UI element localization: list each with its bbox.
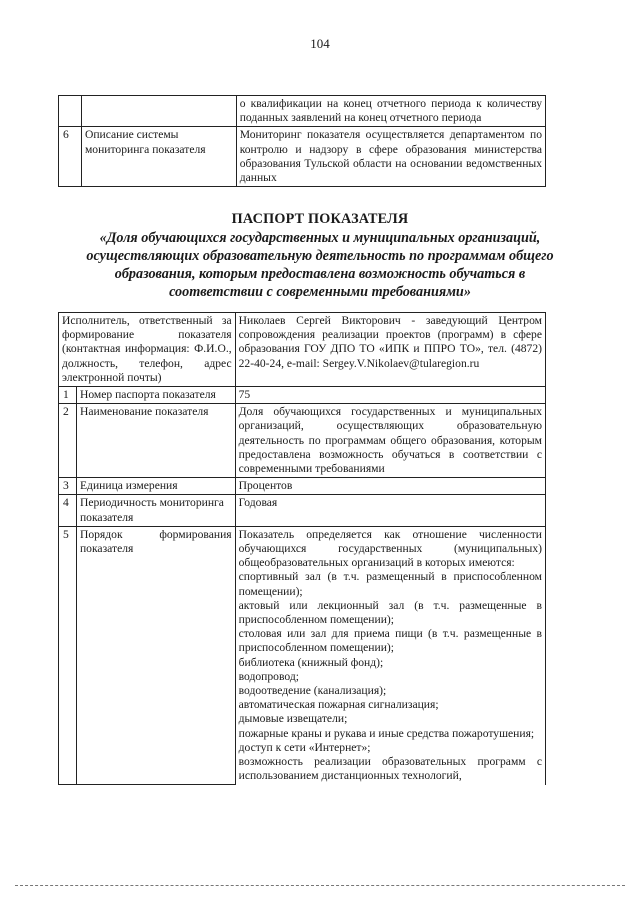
subtitle-line: соответствии с современными требованиями» — [169, 284, 471, 300]
row-value: о квалификации на конец отчетного периода к количеству поданных заявлений на конец отчетного периода — [236, 96, 545, 127]
passport-subtitle — [40, 229, 600, 301]
row-value: Процентов — [235, 478, 545, 495]
row-label: Наименование показателя — [76, 404, 235, 478]
formation-line: доступ к сети «Интернет»; — [238, 740, 371, 754]
passport-table — [58, 312, 546, 785]
row-label: Периодичность мониторинга показателя — [76, 495, 235, 526]
row-label: Единица измерения — [76, 478, 235, 495]
subtitle-line: образования, которым предоставлена возможность обучаться в — [114, 266, 526, 282]
row-label — [81, 96, 236, 127]
executor-label: Исполнитель, ответственный за формирование показателя (контактная информация: Ф.И.О., должность, телефон, адрес электронной почты) — [59, 313, 236, 387]
executor-value: Николаев Сергей Викторович - заведующий Центром сопровождения реализации проектов (программ) в сфере образования ГОУ ДПО ТО «ИПК и ППРО ТО», тел. (4872) 22-40-24, e-mail: Sergey.V.Nikolaev@tularegion.ru — [235, 313, 545, 387]
table-row — [59, 387, 546, 404]
passport-title-block — [40, 210, 600, 301]
row-value: Мониторинг показателя осуществляется департаментом по контролю и надзору в сфере образования министерства образования Тульской области на основании ведомственных данных — [236, 127, 545, 187]
row-number: 5 — [59, 526, 77, 784]
row-number: 3 — [59, 478, 77, 495]
table-row — [59, 313, 546, 387]
row-value: Доля обучающихся государственных и муниципальных организаций, осуществляющих образовательную деятельность по программам общего образования, которым предоставлена возможность обучаться в соответствии с современными требованиями — [235, 404, 545, 478]
row-number: 2 — [59, 404, 77, 478]
formation-line: актовый или лекционный зал (в т.ч. размещенные в приспособленном помещении); — [238, 598, 542, 627]
table-row — [59, 404, 546, 478]
table-row — [59, 127, 546, 187]
formation-line: водоотведение (канализация); — [238, 684, 387, 698]
row-number: 1 — [59, 387, 77, 404]
formation-line: дымовые извещатели; — [238, 712, 348, 726]
row-value: Годовая — [235, 495, 545, 526]
row-label: Описание системы мониторинга показателя — [81, 127, 236, 187]
subtitle-line: осуществляющих образовательную деятельность по программам общего — [86, 248, 554, 264]
formation-line: спортивный зал (в т.ч. размещенный в приспособленном помещении); — [238, 570, 542, 598]
formation-line: возможность реализации образовательных программ с использованием дистанционных технологий, — [238, 755, 542, 783]
row-number: 6 — [59, 127, 82, 187]
formation-line: пожарные краны и рукава и иные средства пожаротушения; — [238, 726, 535, 740]
row-number — [59, 96, 82, 127]
formation-line: Показатель определяется как отношение численности обучающихся государственных (муниципальных) общеобразовательных организаций в которых имеются: — [238, 527, 542, 570]
passport-title: ПАСПОРТ ПОКАЗАТЕЛЯ — [231, 211, 409, 227]
formation-line: водопровод; — [238, 669, 299, 683]
table-row — [59, 495, 546, 526]
top-table — [58, 95, 546, 187]
formation-line: столовая или зал для приема пищи (в т.ч. размещенные в приспособленном помещении); — [238, 627, 542, 655]
subtitle-line: «Доля обучающихся государственных и муниципальных организаций, — [99, 230, 541, 246]
row-label: Порядок формирования показателя — [76, 526, 235, 784]
row-number: 4 — [59, 495, 77, 526]
formation-line: автоматическая пожарная сигнализация; — [238, 698, 439, 712]
scan-edge-line — [15, 885, 625, 887]
page-number: 104 — [310, 36, 330, 51]
table-row — [59, 96, 546, 127]
formation-line: библиотека (книжный фонд); — [238, 655, 384, 669]
row-value: 75 — [235, 387, 545, 404]
table-row — [59, 526, 546, 784]
table-row — [59, 478, 546, 495]
row-label: Номер паспорта показателя — [76, 387, 235, 404]
formation-order-cell — [235, 526, 545, 784]
